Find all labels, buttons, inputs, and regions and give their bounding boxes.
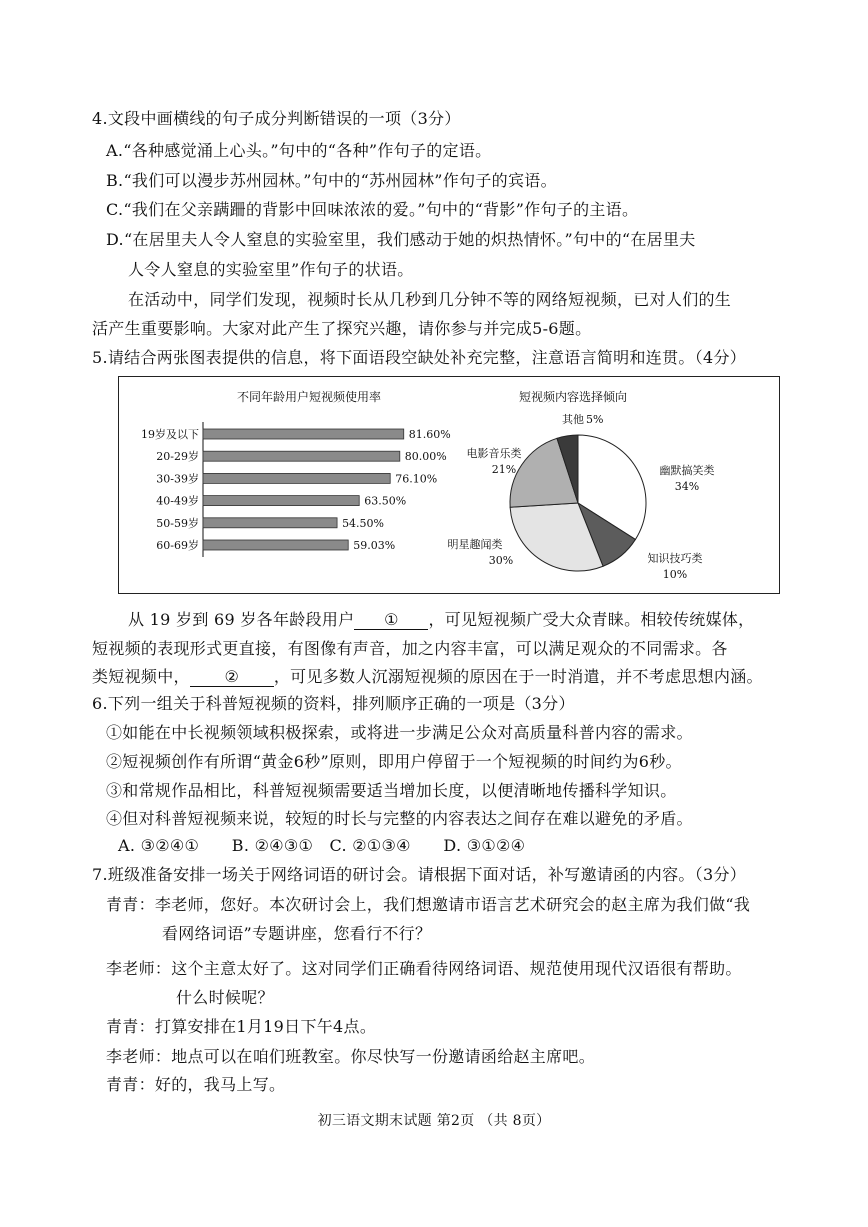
q7-stem: 7.班级准备安排一场关于网络词语的研讨会。请根据下面对话，补写邀请函的内容。（3分） xyxy=(92,865,747,884)
intro-line2: 活产生重要影响。大家对此产生了探究兴趣，请你参与并完成5-6题。 xyxy=(92,319,592,338)
bar-3 xyxy=(203,473,390,483)
q7-dialog-line3: 李老师：这个主意太好了。这对同学们正确看待网络词语、规范使用现代汉语很有帮助。 xyxy=(106,959,742,978)
pie-value-label: 10% xyxy=(662,568,688,581)
pie-value-label: 5% xyxy=(586,413,604,426)
q7-dialog-line2: 看网络词语”专题讲座，您看行不行？ xyxy=(162,924,432,943)
q6-sentence-2: ②短视频创作有所谓“黄金6秒”原则，即用户停留于一个短视频的时间约为6秒。 xyxy=(106,752,682,771)
bar-category-label: 30-39岁 xyxy=(156,472,199,486)
chart-panel xyxy=(118,376,780,594)
q6-stem: 6.下列一组关于科普短视频的资料，排列顺序正确的一项是（3分） xyxy=(92,694,575,713)
bar-category-label: 20-29岁 xyxy=(156,450,199,464)
bar-category-label: 50-59岁 xyxy=(156,516,199,530)
bar-4 xyxy=(203,496,359,506)
intro-line1: 在活动中，同学们发现，视频时长从几秒到几分钟不等的网络短视频，已对人们的生 xyxy=(128,290,732,309)
blank-2[interactable]: ② xyxy=(190,668,274,687)
q5-paragraph-part1: 从 19 岁到 69 岁各年龄段用户 xyxy=(128,610,355,629)
bar-value-label: 63.50% xyxy=(364,494,407,508)
q6-sentence-3: ③和常规作品相比，科普短视频需要适当增加长度，以便清晰地传播科学知识。 xyxy=(106,781,677,800)
q4-option-d-line1: D.“在居里夫人令人窒息的实验室里，我们感动于她的炽热情怀。”句中的“在居里夫 xyxy=(106,230,696,249)
bar-6 xyxy=(203,540,348,550)
q4-stem: 4.文段中画横线的句子成分判断错误的一项（3分） xyxy=(92,109,461,128)
q5-paragraph-line2: 短视频的表现形式更直接，有图像有声音，加之内容丰富，可以满足观众的不同需求。各 xyxy=(92,639,728,658)
pie-value-label: 30% xyxy=(488,554,514,567)
pie-slice-label: 其他 xyxy=(562,413,584,426)
q4-option-b: B.“我们可以漫步苏州园林。”句中的“苏州园林”作句子的宾语。 xyxy=(106,171,557,190)
q4-option-a: A.“各种感觉涌上心头。”句中的“各种”作句子的定语。 xyxy=(106,141,492,160)
pie-slice-label: 明星趣闻类 xyxy=(447,538,503,551)
bar-value-label: 59.03% xyxy=(353,539,396,552)
q7-dialog-line6: 李老师：地点可以在咱们班教室。你尽快写一份邀请函给赵主席吧。 xyxy=(106,1047,596,1066)
q5-paragraph-part4: ，可见多数人沉溺短视频的原因在于一时消遣，并不考虑思想内涵。 xyxy=(273,667,763,686)
bar-chart-title: 不同年龄用户短视频使用率 xyxy=(236,390,382,404)
pie-slice-label: 电影音乐类 xyxy=(466,447,522,460)
bar-value-label: 76.10% xyxy=(395,472,438,486)
bar-chart xyxy=(141,422,451,557)
q5-paragraph-line1 xyxy=(128,609,754,631)
pie-chart-title: 短视频内容选择倾向 xyxy=(518,390,628,404)
q6-sentence-4: ④但对科普短视频来说，较短的时长与完整的内容表达之间存在难以避免的矛盾。 xyxy=(106,809,693,828)
bar-1 xyxy=(203,429,404,439)
q5-paragraph-line3 xyxy=(92,666,763,688)
q7-dialog-line7: 青青：好的，我马上写。 xyxy=(106,1075,286,1094)
q6-sentence-1: ①如能在中长视频领域积极探索，或将进一步满足公众对高质量科普内容的需求。 xyxy=(106,723,693,742)
q7-dialog-line1: 青青：李老师，您好。本次研讨会上，我们想邀请市语言艺术研究会的赵主席为我们做“我 xyxy=(106,895,751,914)
bar-value-label: 80.00% xyxy=(404,450,447,464)
charts-svg xyxy=(119,377,781,595)
pie-value-label: 34% xyxy=(674,480,700,493)
q7-dialog-line5: 青青：打算安排在1月19日下午4点。 xyxy=(106,1017,377,1036)
q4-option-d-line2: 人令人窒息的实验室里”作句子的状语。 xyxy=(128,260,414,279)
bar-value-label: 54.50% xyxy=(342,516,385,530)
bar-category-label: 40-49岁 xyxy=(156,494,199,508)
bar-2 xyxy=(203,451,400,461)
q4-option-c: C.“我们在父亲蹒跚的背影中回味浓浓的爱。”句中的“背影”作句子的主语。 xyxy=(106,200,639,219)
page-footer: 初三语文期末试题 第2页 （共 8页） xyxy=(317,1113,551,1129)
bar-category-label: 60-69岁 xyxy=(156,539,199,552)
bar-category-label: 19岁及以下 xyxy=(141,428,199,441)
pie-value-label: 21% xyxy=(491,463,517,476)
q5-paragraph-part2: ，可见短视频广受大众青睐。相较传统媒体， xyxy=(428,610,755,629)
pie-chart xyxy=(448,412,715,581)
bar-5 xyxy=(203,518,337,528)
pie-slice-label: 知识技巧类 xyxy=(647,552,703,565)
q6-options: A. ③②④① B. ②④③① C. ②①③④ D. ③①②④ xyxy=(118,836,526,855)
q5-stem: 5.请结合两张图表提供的信息，将下面语段空缺处补充完整，注意语言简明和连贯。（4分） xyxy=(92,348,747,367)
pie-slice-label: 幽默搞笑类 xyxy=(659,464,715,477)
blank-1[interactable]: ① xyxy=(354,611,428,630)
bar-value-label: 81.60% xyxy=(408,428,451,441)
q5-paragraph-part3: 类短视频中， xyxy=(92,667,190,686)
q7-dialog-line4: 什么时候呢？ xyxy=(176,988,274,1007)
